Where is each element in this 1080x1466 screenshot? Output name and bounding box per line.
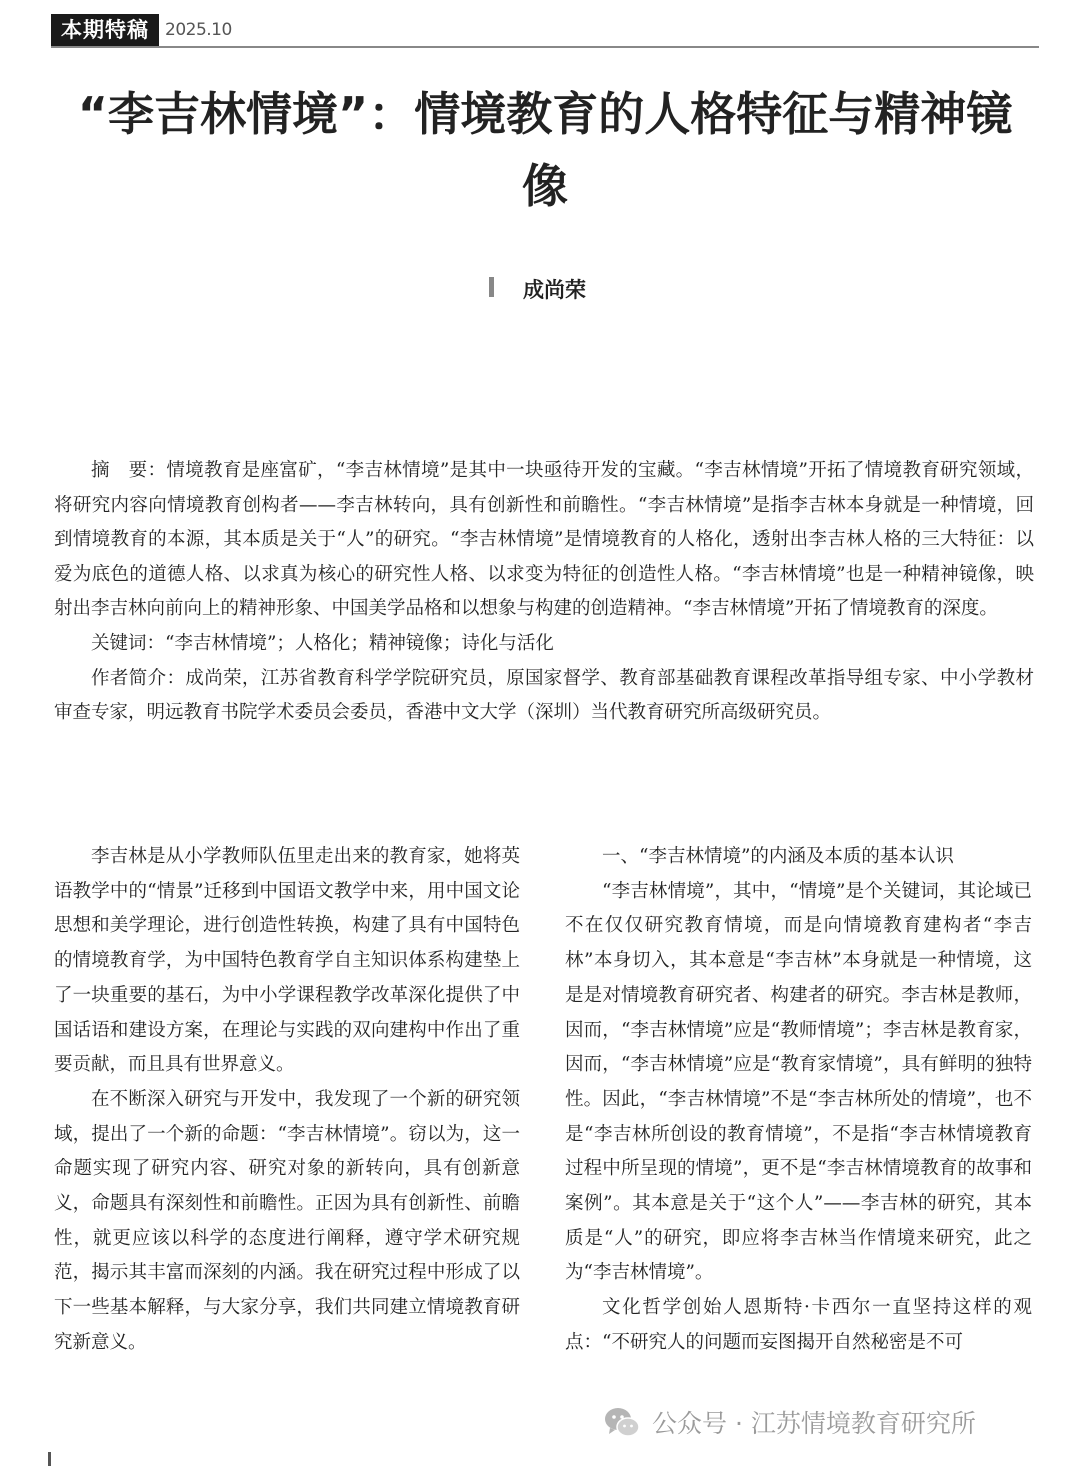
section-heading: 一、“李吉林情境”的内涵及本质的基本认识	[602, 846, 954, 867]
watermark-text: 公众号 · 江苏情境教育研究所	[652, 1409, 976, 1438]
body-paragraph: “李吉林情境”，其中，“情境”是个关键词，其论域已不在仅仅研究教育情境，而是向情境教育建构者“李吉林”本身切入，其本意是“李吉林”本身就是一种情境，这是是对情境教育研究者、构建者的研究。李吉林是教师，因而，“李吉林情境”应是“教师情境”；李吉林是教育家，因而，“李吉林情境”应是“教育家情境”，具有鲜明的独特性。因此，“李吉林情境”不是“李吉林所处的情境”，也不是“李吉林所创设的教育情境”，不是指“李吉林情境教育过程中所呈现的情境”，更不是“李吉林情境教育的故事和案例”。其本意是关于“这个人”——李吉林的研究，其本质是“人”的研究，即应将李吉林当作情境来研究，此之为“李吉林情境”。	[565, 880, 1032, 1284]
wechat-watermark	[602, 1402, 976, 1442]
author-bio: 作者简介：成尚荣，江苏省教育科学学院研究员，原国家督学、教育部基础教育课程改革指导组专家、中小学教材审查专家，明远教育书院学术委员会委员，香港中文大学（深圳）当代教育研究所高级研究员。	[54, 667, 1034, 724]
body-column-left	[54, 840, 520, 1361]
author-name: 成尚荣	[523, 278, 586, 302]
page-corner-mark	[48, 1452, 51, 1466]
abstract-block	[54, 454, 1034, 731]
body-paragraph: 文化哲学创始人恩斯特·卡西尔一直坚持这样的观点：“不研究人的问题而妄图揭开自然秘密是不可	[565, 1297, 1032, 1353]
wechat-icon	[602, 1402, 642, 1442]
issue-date: 2025.10	[165, 20, 232, 40]
body-column-right	[565, 840, 1032, 1361]
header-divider	[51, 46, 1039, 48]
article-title: “李吉林情境”：情境教育的人格特征与精神镜像	[77, 87, 1013, 213]
body-paragraph: 在不断深入研究与开发中，我发现了一个新的研究领域，提出了一个新的命题：“李吉林情境”。窃以为，这一命题实现了研究内容、研究对象的新转向，具有创新意义，命题具有深刻性和前瞻性。正因为具有创新性、前瞻性，就更应该以科学的态度进行阐释，遵守学术研究规范，揭示其丰富而深刻的内涵。我在研究过程中形成了以下一些基本解释，与大家分享，我们共同建立情境教育研究新意义。	[54, 1088, 520, 1353]
section-tag: 本期特稿	[51, 14, 159, 46]
abstract-summary: 摘 要：情境教育是座富矿，“李吉林情境”是其中一块亟待开发的宝藏。“李吉林情境”开拓了情境教育研究领域，将研究内容向情境教育创构者——李吉林转向，具有创新性和前瞻性。“李吉林情境”是指李吉林本身就是一种情境，回到情境教育的本源，其本质是关于“人”的研究。“李吉林情境”是情境教育的人格化，透射出李吉林人格的三大特征：以爱为底色的道德人格、以求真为核心的研究性人格、以求变为特征的创造性人格。“李吉林情境”也是一种精神镜像，映射出李吉林向前向上的精神形象、中国美学品格和以想象与构建的创造精神。“李吉林情境”开拓了情境教育的深度。	[54, 460, 1034, 620]
abstract-keywords: 关键词：“李吉林情境”；人格化；精神镜像；诗化与活化	[91, 632, 554, 654]
author-marker	[489, 277, 494, 297]
page-header	[51, 14, 1039, 48]
body-paragraph: 李吉林是从小学教师队伍里走出来的教育家，她将英语教学中的“情景”迁移到中国语文教学中来，用中国文论思想和美学理论，进行创造性转换，构建了具有中国特色的情境教育学，为中国特色教育学自主知识体系构建垫上了一块重要的基石，为中小学课程教学改革深化提供了中国话语和建设方案，在理论与实践的双向建构中作出了重要贡献，而且具有世界意义。	[54, 846, 520, 1076]
